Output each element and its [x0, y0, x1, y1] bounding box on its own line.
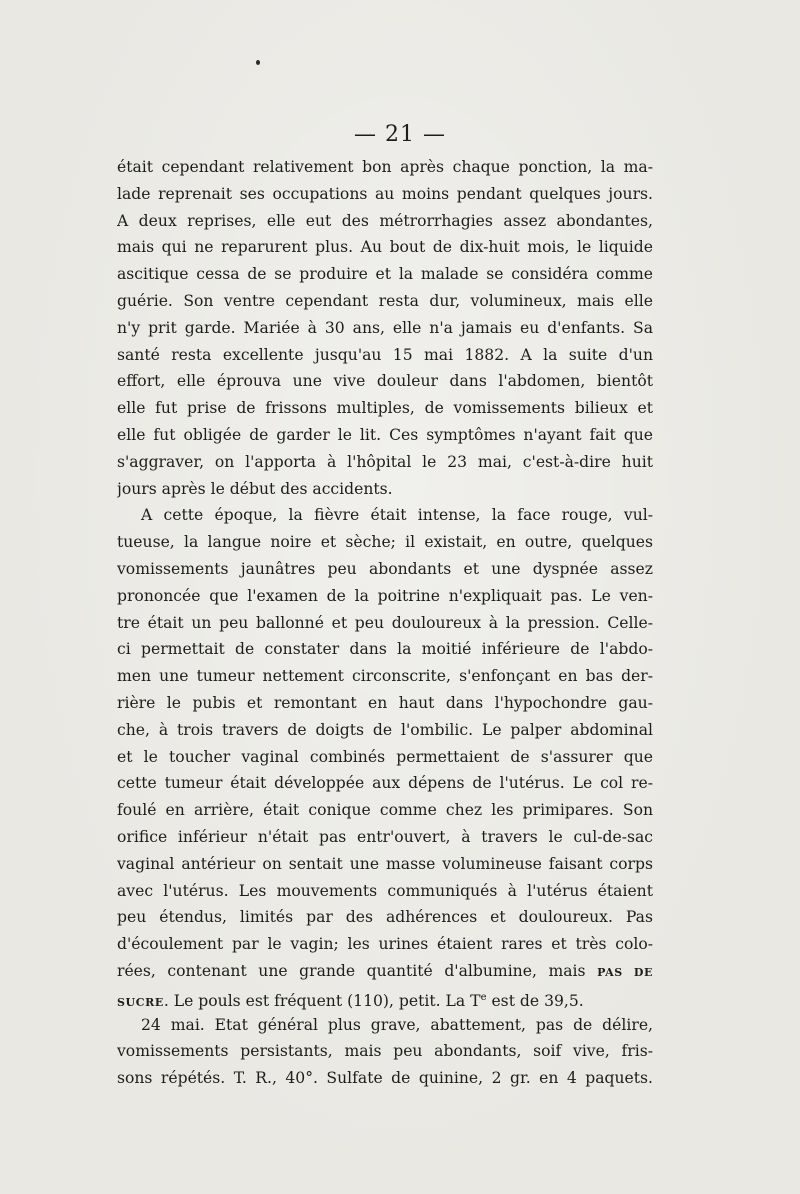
- text-line: ci permettait de constater dans la moitié inférieure de l'abdo-: [117, 640, 653, 659]
- text-line: d'écoulement par le vagin; les urines étaient rares et très colo-: [117, 935, 653, 954]
- body-text: [117, 154, 653, 1092]
- text-line: A deux reprises, elle eut des métrorrhagies assez abondantes,: [117, 211, 653, 230]
- text-line: mais qui ne reparurent plus. Au bout de dix-huit mois, le liquide: [117, 238, 653, 257]
- text-line: rière le pubis et remontant en haut dans l'hypochondre gau-: [117, 693, 653, 712]
- text-line: elle fut prise de frissons multiples, de vomissements bilieux et: [117, 399, 653, 418]
- text-run: . Le pouls est fréquent (110), petit. La T: [163, 991, 481, 1010]
- text-run: rées, contenant une grande quantité d'albumine, mais: [117, 961, 586, 980]
- text-line: cette tumeur était développée aux dépens de l'utérus. Le col re-: [117, 774, 653, 793]
- text-line: s'aggraver, on l'apporta à l'hôpital le 23 mai, c'est-à-dire huit: [117, 452, 653, 471]
- text-line: tre était un peu ballonné et peu douloureux à la pression. Celle-: [117, 613, 653, 632]
- text-line: [117, 958, 653, 985]
- text-line: foulé en arrière, était conique comme chez les primipares. Son: [117, 801, 653, 820]
- text-line: n'y prit garde. Mariée à 30 ans, elle n'a jamais eu d'enfants. Sa: [117, 318, 653, 337]
- text-line: effort, elle éprouva une vive douleur dans l'abdomen, bientôt: [117, 372, 653, 391]
- text-line: était cependant relativement bon après chaque ponction, la ma-: [117, 158, 653, 176]
- superscript: e: [480, 991, 487, 1003]
- text-line: orifice inférieur n'était pas entr'ouvert, à travers le cul-de-sac: [117, 827, 653, 846]
- ink-speck: [256, 60, 260, 65]
- text-line: elle fut obligée de garder le lit. Ces symptômes n'ayant fait que: [117, 425, 653, 444]
- small-caps-run: PAS DE: [597, 965, 653, 979]
- text-line: tueuse, la langue noire et sèche; il existait, en outre, quelques: [117, 533, 653, 552]
- text-line: vomissements persistants, mais peu abondants, soif vive, fris-: [117, 1042, 653, 1061]
- text-line: ascitique cessa de se produire et la malade se considéra comme: [117, 265, 653, 284]
- text-line: et le toucher vaginal combinés permettaient de s'assurer que: [117, 747, 653, 766]
- text-line: men une tumeur nettement circonscrite, s'enfonçant en bas der-: [117, 667, 653, 686]
- page-number: — 21 —: [354, 122, 446, 147]
- paragraph-start-line: 24 mai. Etat général plus grave, abattement, pas de délire,: [141, 1015, 653, 1034]
- text-line: avec l'utérus. Les mouvements communiqués à l'utérus étaient: [117, 881, 653, 900]
- text-line: prononcée que l'examen de la poitrine n'expliquait pas. Le ven-: [117, 586, 653, 605]
- text-line: jours après le début des accidents.: [117, 479, 393, 498]
- text-line: [117, 985, 653, 1012]
- text-line: che, à trois travers de doigts de l'ombilic. Le palper abdominal: [117, 720, 653, 739]
- text-line: lade reprenait ses occupations au moins pendant quelques jours.: [117, 184, 653, 203]
- text-run: est de 39,5.: [486, 991, 584, 1010]
- text-line: peu étendus, limités par des adhérences et douloureux. Pas: [117, 908, 653, 927]
- text-line: sons répétés. T. R., 40°. Sulfate de quinine, 2 gr. en 4 paquets.: [117, 1069, 653, 1088]
- text-line: santé resta excellente jusqu'au 15 mai 1882. A la suite d'un: [117, 345, 653, 364]
- small-caps-run: SUCRE: [117, 995, 164, 1009]
- text-line: vaginal antérieur on sentait une masse volumineuse faisant corps: [117, 854, 653, 873]
- text-line: guérie. Son ventre cependant resta dur, volumineux, mais elle: [117, 291, 653, 310]
- paragraph-start-line: A cette époque, la fièvre était intense, la face rouge, vul-: [141, 506, 653, 525]
- text-line: vomissements jaunâtres peu abondants et une dyspnée assez: [117, 559, 653, 578]
